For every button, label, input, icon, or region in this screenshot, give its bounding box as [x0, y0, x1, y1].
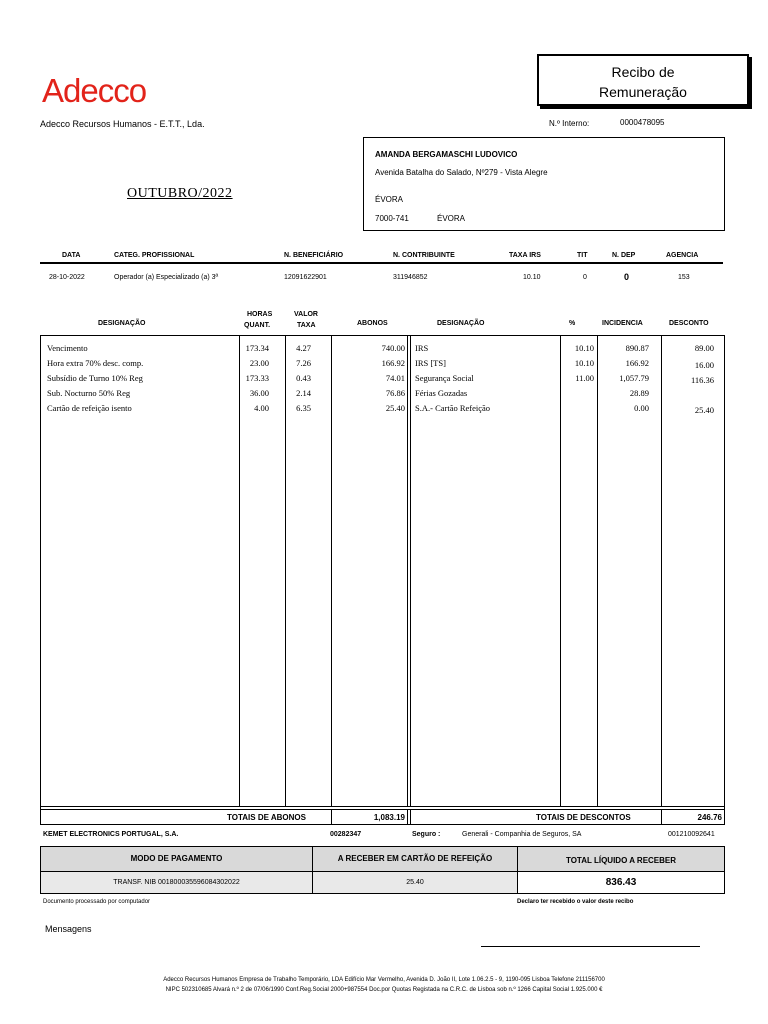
col-taxa: TAXA: [297, 322, 316, 329]
col-divider: [661, 809, 662, 825]
hdr-tit: TIT: [577, 252, 588, 259]
desconto-pct: 10.10: [574, 343, 594, 353]
desconto-incid: 166.92: [625, 358, 649, 368]
cartao-refeicao-value: 25.40: [313, 871, 518, 893]
desconto-pct: 11.00: [575, 373, 594, 383]
col-pct: %: [569, 320, 576, 327]
col-divider: [410, 809, 411, 825]
abono-amount: 166.92: [381, 358, 405, 368]
seguro-label: Seguro :: [412, 831, 441, 838]
desconto-pct: 10.10: [574, 358, 594, 368]
col-divider: [407, 336, 408, 806]
pay-period: OUTUBRO/2022: [127, 186, 233, 201]
abono-desc: Hora extra 70% desc. comp.: [47, 358, 144, 368]
desconto-amount: 116.36: [690, 375, 714, 385]
val-categ: Operador (a) Especializado (a) 3ª: [114, 274, 219, 281]
hdr-agencia: AGENCIA: [666, 252, 699, 259]
footer-line2: NIPC 502310685 Alvará n.º 2 de 07/06/1990 Conf.Reg.Social 2000+987554 Doc.por Quotas Registada na C.R.C. de Lisboa sob n.º 1266 Capital Social 1.925.000 €: [165, 987, 603, 993]
col-horas: HORAS: [247, 311, 273, 318]
desconto-incid: 0.00: [634, 403, 649, 413]
adecco-logo: Adecco: [42, 72, 147, 109]
col-valor: VALOR: [294, 311, 318, 318]
val-taxa-irs: 10.10: [523, 274, 541, 281]
abono-desc: Subsídio de Turno 10% Reg: [47, 373, 143, 383]
col-divider: [597, 336, 598, 806]
desconto-desc: Férias Gozadas: [415, 388, 468, 398]
modo-pagamento-label: MODO DE PAGAMENTO: [41, 847, 313, 871]
total-liquido-value: 836.43: [518, 871, 724, 893]
interno-value: 0000478095: [620, 118, 665, 127]
hdr-beneficiario: N. BENEFICIÁRIO: [284, 252, 344, 259]
col-divider: [560, 336, 561, 806]
recipient-postal: 7000-741: [375, 214, 409, 223]
col-divider: [661, 336, 662, 806]
val-contribuinte: 311946852: [393, 274, 428, 281]
desconto-incid: 1,057.79: [619, 373, 649, 383]
total-liquido-label: TOTAL LÍQUIDO A RECEBER: [518, 847, 724, 871]
desconto-amount: 89.00: [694, 343, 714, 353]
hdr-contribuinte: N. CONTRIBUINTE: [393, 252, 455, 259]
val-agencia: 153: [678, 274, 690, 281]
abono-desc: Vencimento: [47, 343, 88, 353]
col-divider: [331, 809, 332, 825]
totais-descontos-label: TOTAIS DE DESCONTOS: [536, 813, 631, 822]
hdr-data: DATA: [62, 252, 81, 259]
abono-desc: Sub. Nocturno 50% Reg: [47, 388, 131, 398]
abono-amount: 74.01: [385, 373, 405, 383]
col-incidencia: INCIDENCIA: [602, 320, 643, 327]
earnings-deductions-table: [40, 335, 725, 807]
abono-qty: 4.00: [254, 403, 269, 413]
abono-rate: 0.43: [296, 373, 311, 383]
abono-amount: 740.00: [381, 343, 405, 353]
footer-line1: Adecco Recursos Humanos Empresa de Trabalho Temporário, LDA Edifício Mar Vermelho, Avenida D. João II, Lote 1.06.2.5 - 9, 1190-095 Lisboa Telefone 211156700: [163, 977, 605, 983]
employer-code: 00282347: [330, 831, 362, 838]
desconto-amount: 25.40: [694, 405, 714, 415]
hdr-ndep: N. DEP: [612, 252, 636, 259]
recipient-postal-city: ÉVORA: [437, 214, 466, 223]
desconto-incid: 28.89: [629, 388, 649, 398]
abono-amount: 25.40: [385, 403, 405, 413]
receipt-title-box: [537, 54, 749, 106]
val-tit: 0: [583, 274, 587, 281]
company-name: Adecco Recursos Humanos - E.T.T., Lda.: [40, 119, 205, 129]
abono-qty: 173.34: [245, 343, 269, 353]
abono-amount: 76.86: [385, 388, 405, 398]
desconto-incid: 890.87: [625, 343, 649, 353]
abono-rate: 6.35: [296, 403, 311, 413]
recipient-name: AMANDA BERGAMASCHI LUDOVICO: [375, 150, 518, 159]
col-divider: [331, 336, 332, 806]
mensagens-label: Mensagens: [45, 924, 92, 934]
recipient-street: Avenida Batalha do Salado, Nº279 - Vista Alegre: [375, 168, 548, 177]
desconto-desc: IRS: [415, 343, 429, 353]
desconto-desc: Segurança Social: [415, 373, 474, 383]
interno-label: N.º Interno:: [549, 119, 590, 128]
computer-note: Documento processado por computador: [43, 899, 151, 905]
hdr-categ: CATEG. PROFISSIONAL: [114, 252, 195, 259]
abono-rate: 4.27: [296, 343, 311, 353]
col-divider: [407, 809, 408, 825]
col-divider: [410, 336, 411, 806]
recipient-city: ÉVORA: [375, 195, 404, 204]
abono-qty: 36.00: [249, 388, 269, 398]
desconto-desc: S.A.- Cartão Refeição: [415, 403, 491, 413]
totals-top-line: [41, 809, 724, 810]
signature-line: [481, 946, 700, 947]
modo-pagamento-value: TRANSF. NIB 001800035596084302022: [41, 871, 313, 893]
totals-row: [40, 807, 725, 825]
val-ndep: 0: [624, 272, 630, 282]
receipt-title-line2: Remuneração: [599, 84, 687, 100]
hdr-taxa-irs: TAXA IRS: [509, 252, 541, 259]
totais-abonos-value: 1,083.19: [373, 813, 405, 822]
col-divider: [285, 336, 286, 806]
col-designacao: DESIGNAÇÃO: [98, 320, 146, 327]
policy-number: 001210092641: [668, 831, 715, 838]
declaro-note: Declaro ter recebido o valor deste recibo: [517, 899, 634, 905]
abono-rate: 7.26: [296, 358, 311, 368]
desconto-desc: IRS [TS]: [415, 358, 446, 368]
receipt-title-line1: Recibo de: [611, 64, 675, 80]
cartao-refeicao-label: A RECEBER EM CARTÃO DE REFEIÇÃO: [313, 847, 518, 871]
totais-abonos-label: TOTAIS DE ABONOS: [227, 813, 306, 822]
recipient-address-box: [363, 137, 725, 231]
abono-desc: Cartão de refeição isento: [47, 403, 132, 413]
totais-descontos-value: 246.76: [697, 813, 722, 822]
col-designacao2: DESIGNAÇÃO: [437, 320, 485, 327]
abono-qty: 173.33: [245, 373, 269, 383]
employer-name: KEMET ELECTRONICS PORTUGAL, S.A.: [43, 831, 179, 838]
abono-qty: 23.00: [249, 358, 269, 368]
col-descontos: DESCONTO: [669, 320, 709, 327]
col-abonos: ABONOS: [357, 320, 388, 327]
val-data: 28-10-2022: [49, 274, 85, 281]
desconto-amount: 16.00: [694, 360, 714, 370]
header-divider: [40, 262, 723, 264]
abono-rate: 2.14: [296, 388, 311, 398]
payment-summary: [40, 846, 725, 894]
val-beneficiario: 12091622901: [284, 274, 327, 281]
seguro-value: Generali - Companhia de Seguros, SA: [462, 831, 582, 838]
col-quant: QUANT.: [244, 322, 271, 329]
